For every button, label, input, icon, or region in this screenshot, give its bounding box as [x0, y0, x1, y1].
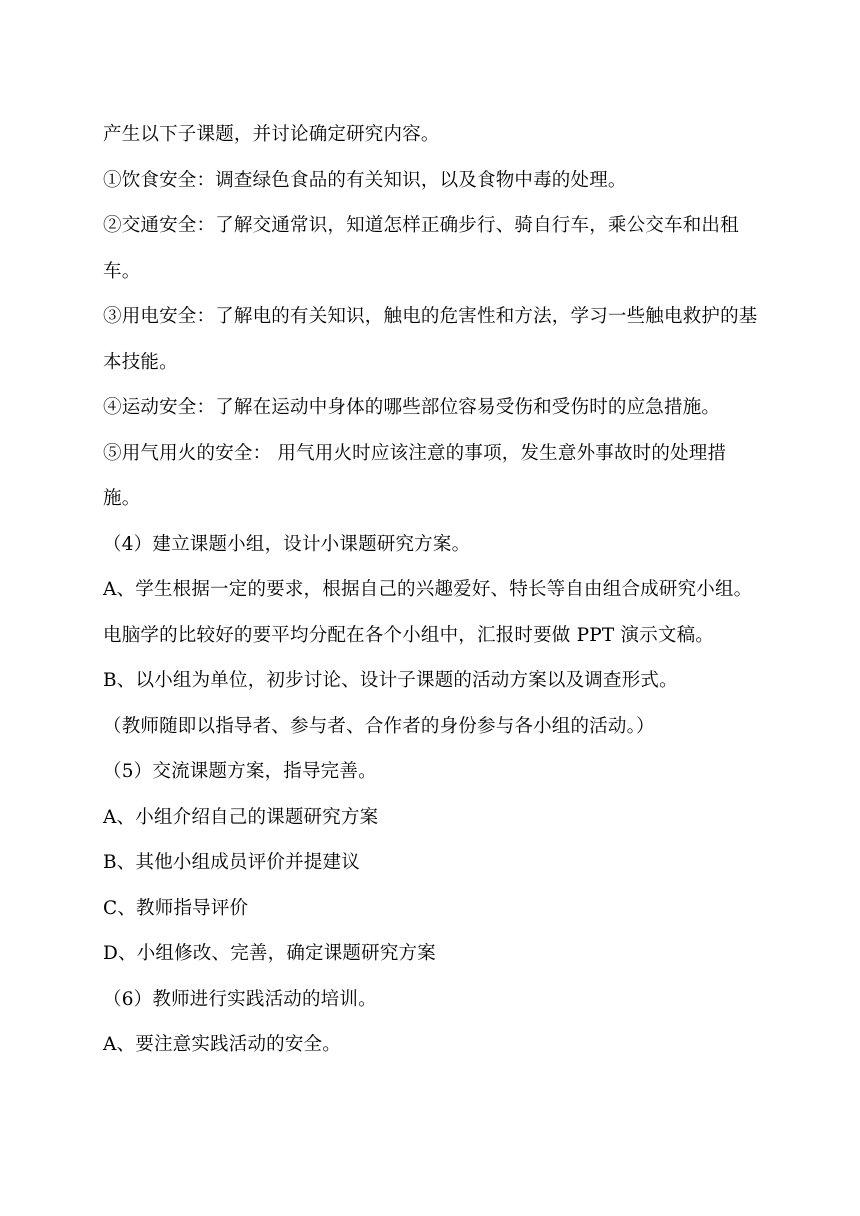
paragraph-step-4a: A、学生根据一定的要求，根据自己的兴趣爱好、特长等自由组合成研究小组。 [103, 579, 753, 600]
paragraph-step-4-teacher: （教师随即以指导者、参与者、合作者的身份参与各小组的活动。） [103, 715, 655, 737]
paragraph-step-5a: A、小组介绍自己的课题研究方案 [103, 806, 379, 828]
paragraph-traffic-safety: ②交通安全：了解交通常识，知道怎样正确步行、骑自行车，乘公交车和出租车。 [103, 215, 739, 282]
heading-step-5: （5）交流课题方案，指导完善。 [103, 761, 377, 782]
heading-step-4: （4）建立课题小组，设计小课题研究方案。 [103, 533, 471, 555]
paragraph-step-4-computer: 电脑学的比较好的要平均分配在各个小组中，汇报时要做 PPT 演示文稿。 [103, 624, 714, 646]
paragraph-gas-fire-safety: ⑤用气用火的安全： 用气用火时应该注意的事项，发生意外事故时的处理措施。 [103, 442, 727, 509]
paragraph-step-5c: C、教师指导评价 [103, 897, 249, 919]
paragraph-step-6a: A、要注意实践活动的安全。 [103, 1034, 341, 1055]
paragraph-electric-safety: ③用电安全：了解电的有关知识，触电的危害性和方法，学习一些触电救护的基本技能。 [103, 306, 758, 373]
paragraph-sports-safety: ④运动安全：了解在运动中身体的哪些部位容易受伤和受伤时的应急措施。 [103, 397, 721, 418]
document-body [103, 112, 763, 1068]
heading-step-6: （6）教师进行实践活动的培训。 [103, 988, 377, 1010]
paragraph-food-safety: ①饮食安全：调查绿色食品的有关知识，以及食物中毒的处理。 [103, 169, 627, 191]
paragraph-step-5d: D、小组修改、完善，确定课题研究方案 [103, 943, 436, 964]
paragraph-intro: 产生以下子课题，并讨论确定研究内容。 [103, 124, 440, 145]
paragraph-step-4b: B、以小组为单位，初步讨论、设计子课题的活动方案以及调查形式。 [103, 670, 678, 691]
paragraph-step-5b: B、其他小组成员评价并提建议 [103, 852, 360, 873]
